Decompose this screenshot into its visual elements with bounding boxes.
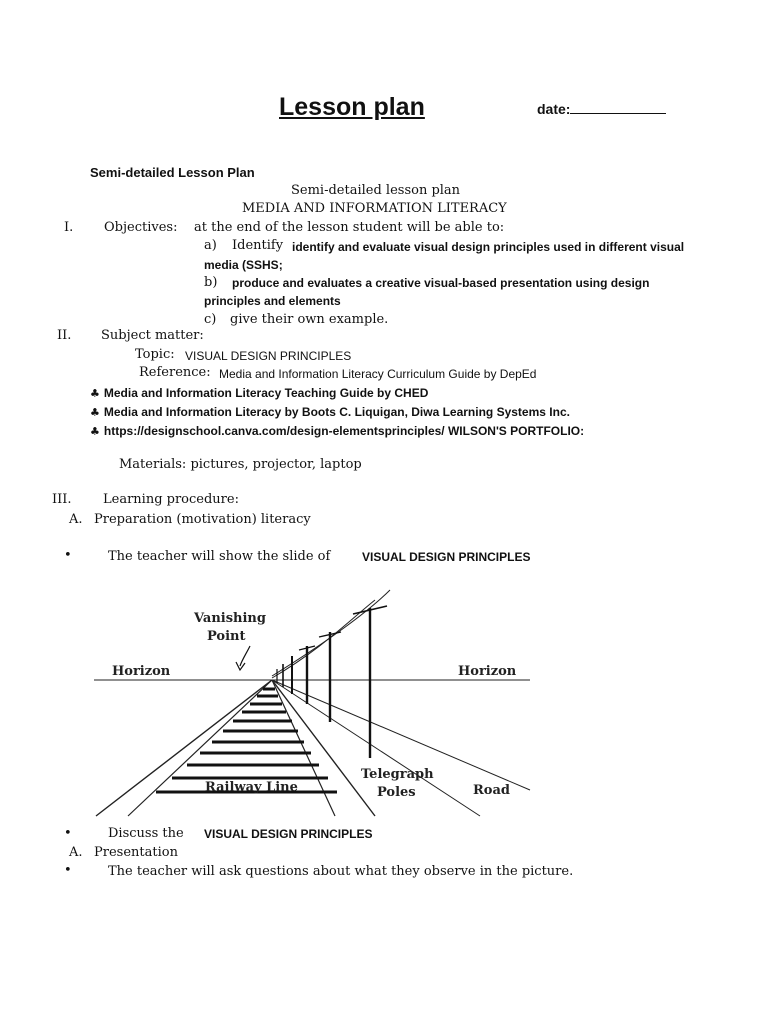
left-inner-rail: [128, 680, 272, 816]
reference-value: Media and Information Literacy Curriculum Guide by DepEd: [219, 367, 537, 381]
procedure-numeral: III.: [52, 492, 72, 507]
presentation-marker: A.: [69, 845, 83, 860]
perspective-illustration: [90, 580, 535, 818]
left-outer-rail: [96, 680, 272, 816]
objective-b-text-2: principles and elements: [204, 294, 341, 308]
label-horizon-left: Horizon: [112, 664, 171, 679]
bullet-icon: •: [64, 863, 72, 878]
objective-b-marker: b): [204, 275, 218, 290]
preparation-marker: A.: [69, 512, 83, 527]
objective-c-marker: c): [204, 312, 217, 327]
objective-a-text-1: identify and evaluate visual design principles used in different visual: [292, 240, 685, 254]
subtitle-line-2: MEDIA AND INFORMATION LITERACY: [242, 201, 507, 216]
section-heading: Semi-detailed Lesson Plan: [90, 165, 255, 180]
objectives-lead: at the end of the lesson student will be able to:: [194, 220, 505, 235]
presentation-text: Presentation: [94, 845, 178, 860]
date-field: [537, 101, 666, 117]
label-vanishing: Vanishing: [194, 611, 266, 626]
page-title: Lesson plan: [279, 93, 425, 121]
materials-line: Materials: pictures, projector, laptop: [119, 457, 362, 472]
discuss-text: Discuss the: [108, 826, 184, 841]
subject-label: Subject matter:: [101, 328, 204, 343]
bullet-icon: •: [64, 826, 72, 841]
reference-item: [90, 403, 570, 421]
objective-a-marker: a): [204, 238, 217, 253]
reference-text: Media and Information Literacy by Boots C. Liquigan, Diwa Learning Systems Inc.: [103, 405, 570, 419]
label-horizon-right: Horizon: [458, 664, 517, 679]
objective-c-text: give their own example.: [230, 312, 389, 327]
procedure-label: Learning procedure:: [103, 492, 239, 507]
club-bullet-icon: ♣: [90, 406, 100, 419]
ask-questions-text: The teacher will ask questions about what they observe in the picture.: [108, 864, 574, 879]
date-label: date:: [537, 101, 571, 117]
label-railway: Railway Line: [205, 780, 298, 795]
reference-label: Reference:: [139, 365, 211, 380]
reference-item: [90, 422, 584, 440]
club-bullet-icon: ♣: [90, 425, 100, 438]
objective-a-text-2: media (SSHS;: [204, 258, 283, 272]
show-slide-text: The teacher will show the slide of: [108, 549, 331, 564]
discuss-bold: VISUAL DESIGN PRINCIPLES: [204, 827, 373, 841]
label-poles: Poles: [377, 785, 416, 800]
reference-text: Media and Information Literacy Teaching Guide by CHED: [103, 386, 429, 400]
label-road: Road: [473, 783, 510, 798]
bullet-icon: •: [64, 548, 72, 563]
subtitle-line-1: Semi-detailed lesson plan: [291, 183, 461, 198]
date-blank-line: [570, 101, 666, 114]
objective-a-word: Identify: [232, 238, 284, 253]
objectives-label: Objectives:: [104, 220, 178, 235]
reference-text: https://designschool.canva.com/design-elementsprinciples/ WILSON'S PORTFOLIO:: [103, 424, 585, 438]
topic-value: VISUAL DESIGN PRINCIPLES: [185, 349, 352, 363]
right-outer-rail: [272, 680, 375, 816]
subject-numeral: II.: [57, 328, 72, 343]
club-bullet-icon: ♣: [90, 387, 100, 400]
show-slide-bold: VISUAL DESIGN PRINCIPLES: [362, 550, 531, 564]
label-telegraph: Telegraph: [361, 767, 434, 782]
label-point: Point: [207, 629, 246, 644]
objectives-numeral: I.: [64, 220, 74, 235]
reference-item: [90, 384, 428, 402]
preparation-text: Preparation (motivation) literacy: [94, 512, 311, 527]
topic-label: Topic:: [135, 347, 175, 362]
objective-b-text-1: produce and evaluates a creative visual-based presentation using design: [232, 276, 650, 290]
